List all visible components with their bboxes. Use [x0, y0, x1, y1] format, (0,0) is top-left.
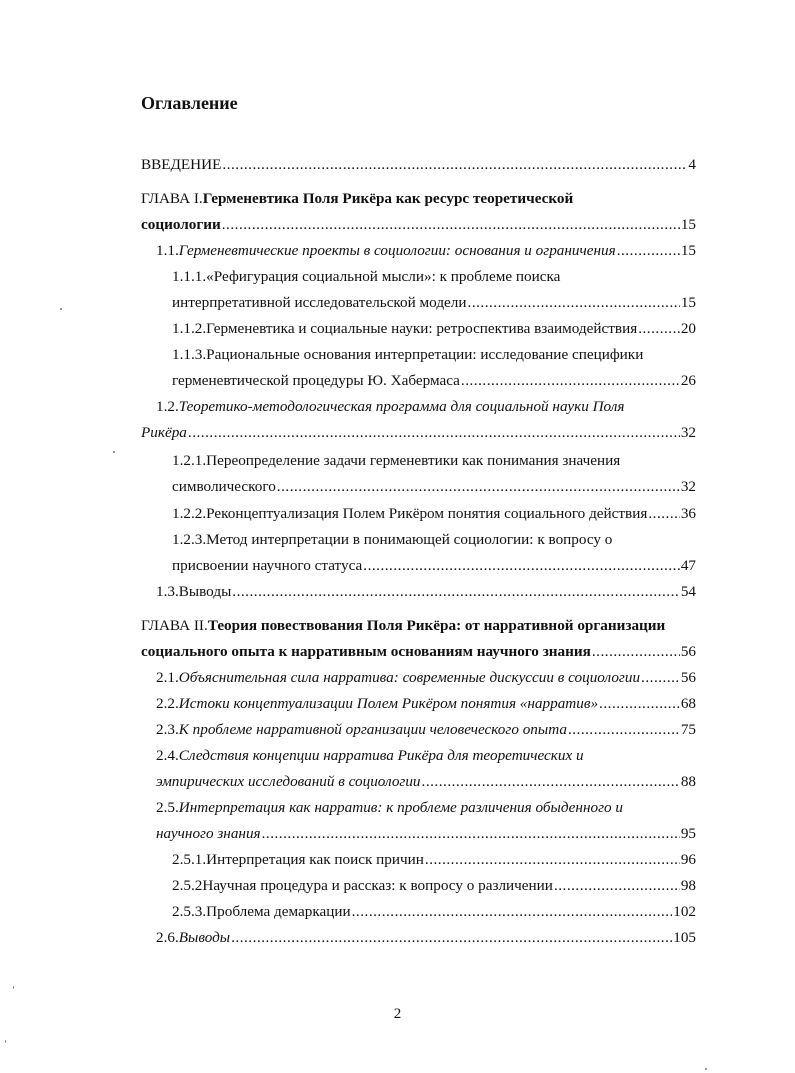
- section-title: Переопределение задачи герменевтики как понимания значения: [206, 452, 621, 469]
- dot-leader: [352, 901, 673, 923]
- toc-page-number: 32: [680, 424, 696, 441]
- toc-section-1-1-3-line-1[interactable]: [0, 344, 795, 366]
- section-title: Проблема демаркации: [206, 903, 351, 920]
- dot-leader: [461, 370, 680, 392]
- section-title: Реконцептуализация Полем Рикёром понятия социального действия: [206, 505, 648, 522]
- section-number: 2.3.: [156, 721, 179, 738]
- scan-speck: [5, 1040, 6, 1043]
- dot-leader: [277, 476, 680, 498]
- toc-section-2-5-line-2[interactable]: [0, 823, 795, 845]
- section-number: 2.5.2: [172, 877, 203, 894]
- toc-entry-introduction[interactable]: [0, 154, 795, 176]
- dot-leader: [188, 422, 680, 444]
- toc-page-number: 96: [680, 851, 696, 868]
- toc-section-1-1-1-line-1[interactable]: [0, 266, 795, 288]
- section-title-cont: символического: [172, 478, 276, 495]
- toc-section-2-2[interactable]: [0, 693, 795, 715]
- dot-leader: [599, 693, 680, 715]
- toc-section-1-2-3-line-2[interactable]: [0, 555, 795, 577]
- toc-section-2-5-2[interactable]: [0, 875, 795, 897]
- section-title: Следствия концепции нарратива Рикёра для теоретических и: [178, 747, 584, 764]
- toc-section-2-5-3[interactable]: [0, 901, 795, 923]
- section-number: 1.1.1.: [172, 268, 207, 285]
- toc-page-number: 32: [680, 478, 696, 495]
- dot-leader: [232, 581, 680, 603]
- section-number: 2.5.3.: [172, 903, 207, 920]
- section-title: Интерпретация как поиск причин: [206, 851, 424, 868]
- toc-section-2-1[interactable]: [0, 667, 795, 689]
- toc-section-2-6[interactable]: [0, 927, 795, 949]
- toc-section-1-2-1-line-1[interactable]: [0, 450, 795, 472]
- section-number: 1.2.1.: [172, 452, 207, 469]
- section-number: 2.2.: [156, 695, 179, 712]
- section-title-cont: Рикёра: [141, 424, 187, 441]
- chapter-title-cont: социального опыта к нарративным основаниям научного знания: [141, 643, 591, 660]
- toc-page-number: 56: [680, 669, 696, 686]
- toc-page-number: 75: [680, 721, 696, 738]
- dot-leader: [592, 641, 680, 663]
- section-number: 1.1.2.: [172, 320, 207, 337]
- dot-leader: [262, 823, 680, 845]
- dot-leader: [554, 875, 680, 897]
- section-title: Герменевтические проекты в социологии: основания и ограничения: [178, 242, 616, 259]
- toc-page-number: 4: [688, 156, 696, 173]
- section-title: Объяснительная сила нарратива: современные дискуссии в социологии: [178, 669, 641, 686]
- section-title: Научная процедура и рассказ: к вопросу о различении: [202, 877, 553, 894]
- dot-leader: [422, 771, 680, 793]
- toc-section-1-2-3-line-1[interactable]: [0, 529, 795, 551]
- dot-leader: [568, 719, 680, 741]
- section-title: Выводы: [178, 583, 232, 600]
- toc-section-2-4-line-1[interactable]: [0, 745, 795, 767]
- section-title: Метод интерпретации в понимающей социологии: к вопросу о: [206, 531, 613, 548]
- toc-section-1-1[interactable]: [0, 240, 795, 262]
- toc-page-number: 95: [680, 825, 696, 842]
- toc-page-number: 26: [680, 372, 696, 389]
- section-number: 2.5.1.: [172, 851, 207, 868]
- toc-chapter-2-line-1[interactable]: [0, 615, 795, 637]
- dot-leader: [468, 292, 680, 314]
- chapter-title: Герменевтика Поля Рикёра как ресурс теоретической: [202, 190, 574, 207]
- toc-section-1-2-line-1[interactable]: [0, 396, 795, 418]
- toc-section-1-2-1-line-2[interactable]: [0, 476, 795, 498]
- section-number: 1.3.: [156, 583, 179, 600]
- toc-chapter-2-line-2[interactable]: [0, 641, 795, 663]
- toc-page-number: 15: [680, 294, 696, 311]
- chapter-prefix: ГЛАВА I.: [141, 190, 203, 207]
- dot-leader: [648, 503, 679, 525]
- toc-section-2-3[interactable]: [0, 719, 795, 741]
- scan-speck: [13, 986, 14, 989]
- toc-section-1-3[interactable]: [0, 581, 795, 603]
- toc-page-number: 36: [680, 505, 696, 522]
- chapter-prefix: ГЛАВА II.: [141, 617, 208, 634]
- toc-page-number: 54: [680, 583, 696, 600]
- section-title: Теоретико-методологическая программа для социальной науки Поля: [178, 398, 625, 415]
- toc-section-2-4-line-2[interactable]: [0, 771, 795, 793]
- dot-leader: [222, 154, 687, 176]
- section-number: 1.2.3.: [172, 531, 207, 548]
- toc-page-number: 98: [680, 877, 696, 894]
- toc-section-2-5-1[interactable]: [0, 849, 795, 871]
- toc-section-1-1-2[interactable]: [0, 318, 795, 340]
- section-number: 1.1.3.: [172, 346, 207, 363]
- section-number: 2.1.: [156, 669, 179, 686]
- scan-speck: [705, 1068, 707, 1070]
- toc-page-number: 88: [680, 773, 696, 790]
- toc-page-number: 15: [680, 242, 696, 259]
- dot-leader: [617, 240, 680, 262]
- section-number: 1.2.: [156, 398, 179, 415]
- chapter-title-cont: социологии: [141, 216, 221, 233]
- toc-page-number: 68: [680, 695, 696, 712]
- toc-section-2-5-line-1[interactable]: [0, 797, 795, 819]
- toc-section-1-1-1-line-2[interactable]: [0, 292, 795, 314]
- section-title: К проблеме нарративной организации человеческого опыта: [178, 721, 567, 738]
- section-number: 1.1.: [156, 242, 179, 259]
- toc-page-number: 102: [673, 903, 696, 920]
- section-title: Истоки концептуализации Полем Рикёром понятия «нарратив»: [178, 695, 599, 712]
- toc-section-1-2-2[interactable]: [0, 503, 795, 525]
- section-title-cont: научного знания: [156, 825, 261, 842]
- dot-leader: [222, 214, 680, 236]
- toc-entry-label: ВВЕДЕНИЕ: [141, 156, 222, 173]
- dot-leader: [641, 667, 680, 689]
- toc-chapter-1-line-1[interactable]: [0, 188, 795, 210]
- section-title: Интерпретация как нарратив: к проблеме различения обыденного и: [178, 799, 623, 816]
- section-title: Герменевтика и социальные науки: ретроспектива взаимодействия: [206, 320, 638, 337]
- page-number: 2: [393, 1006, 402, 1022]
- toc-page-number: 20: [680, 320, 696, 337]
- scan-speck: [113, 451, 115, 453]
- section-number: 2.5.: [156, 799, 179, 816]
- section-title: Выводы: [178, 929, 231, 946]
- section-number: 1.2.2.: [172, 505, 207, 522]
- dot-leader: [231, 927, 672, 949]
- toc-section-1-2-line-2[interactable]: [0, 422, 795, 444]
- toc-section-1-1-3-line-2[interactable]: [0, 370, 795, 392]
- toc-page-number: 47: [680, 557, 696, 574]
- scan-speck: [60, 308, 62, 310]
- chapter-title: Теория повествования Поля Рикёра: от нарративной организации: [207, 617, 666, 634]
- toc-chapter-1-line-2[interactable]: [0, 214, 795, 236]
- dot-leader: [638, 318, 680, 340]
- section-title-cont: герменевтической процедуры Ю. Хабермаса: [172, 372, 460, 389]
- page-title: Оглавление: [141, 93, 238, 113]
- section-title-cont: интерпретативной исследовательской модели: [172, 294, 467, 311]
- toc-page-number: 105: [673, 929, 696, 946]
- section-title-cont: присвоении научного статуса: [172, 557, 363, 574]
- section-number: 2.4.: [156, 747, 179, 764]
- section-number: 2.6.: [156, 929, 179, 946]
- dot-leader: [425, 849, 680, 871]
- toc-page-number: 56: [680, 643, 696, 660]
- section-title: «Рефигурация социальной мысли»: к проблеме поиска: [206, 268, 561, 285]
- section-title: Рациональные основания интерпретации: исследование специфики: [206, 346, 644, 363]
- toc-page-number: 15: [680, 216, 696, 233]
- section-title-cont: эмпирических исследований в социологии: [156, 773, 421, 790]
- dot-leader: [363, 555, 680, 577]
